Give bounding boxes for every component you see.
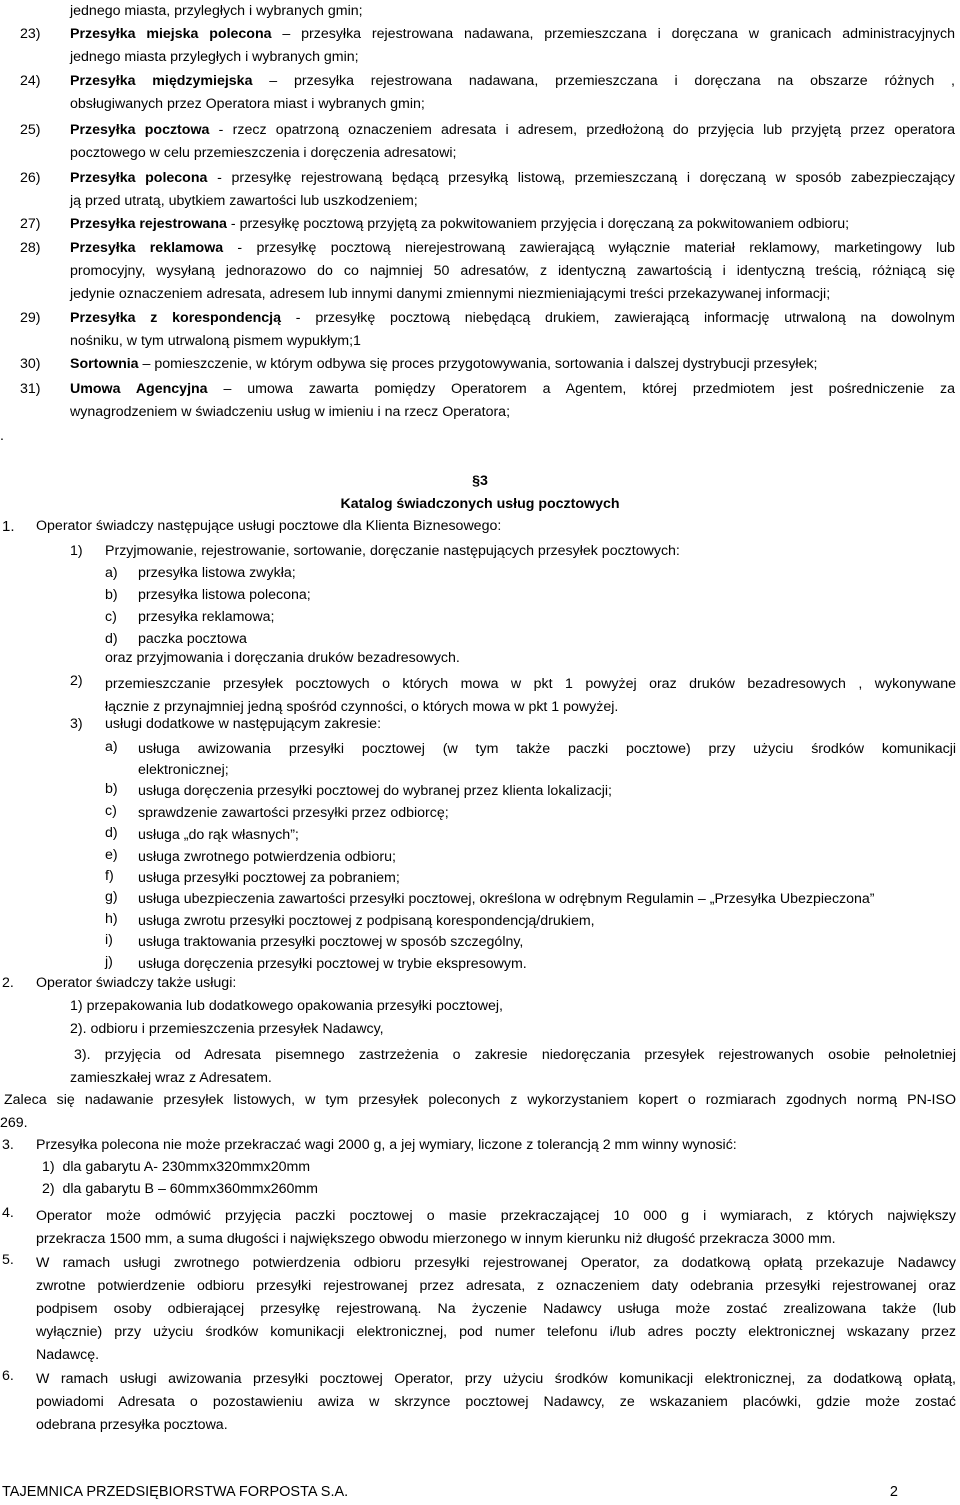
definition-number: 28) xyxy=(20,240,41,256)
p4-number: 4. xyxy=(2,1205,14,1221)
section-title: Katalog świadczonych usług pocztowych xyxy=(340,496,620,512)
definition-separator: - xyxy=(280,310,316,326)
p2-number: 2. xyxy=(2,975,14,991)
definition-term: Przesyłka miejska polecona xyxy=(70,26,272,42)
definition-term: Przesyłka pocztowa xyxy=(70,122,210,138)
p1-sub2-number: 2) xyxy=(70,673,83,689)
p1-sub3-number: 3) xyxy=(70,716,83,732)
p2-text: Operator świadczy także usługi: xyxy=(36,975,237,991)
definition-number: 26) xyxy=(20,170,41,186)
list-item: usługa doręczenia przesyłki pocztowej do wybranej przez klienta lokalizacji; xyxy=(138,783,612,799)
definition-text: pocztowego w celu przemieszczenia i doręczenia adresatowi; xyxy=(70,145,457,161)
p1-sub3-text: usługi dodatkowe w następującym zakresie: xyxy=(105,716,382,732)
list-item: usługa zwrotnego potwierdzenia odbioru; xyxy=(138,849,396,865)
definition-separator: - xyxy=(207,170,232,186)
definition-item xyxy=(20,70,955,116)
p3-item-1: 1) dla gabarytu A- 230mmx320mmx20mm xyxy=(42,1159,311,1175)
list-letter: j) xyxy=(105,954,113,970)
list-item: przesyłka reklamowa; xyxy=(138,609,275,625)
definition-term: Przesyłka z korespondencją xyxy=(70,310,281,326)
p5-number: 5. xyxy=(2,1252,14,1268)
definition-separator: - xyxy=(223,240,257,256)
definition-number: 27) xyxy=(20,216,41,232)
list-letter: b) xyxy=(105,781,118,797)
definition-separator: – xyxy=(271,26,302,42)
intro-tail: jednego miasta, przyległych i wybranych gmin; xyxy=(70,3,363,19)
p5-text: W ramach usługi zwrotnego potwierdzenia odbioru przesyłki rejestrowanej Operator, za dodatkową opłatą przekazuje Nadawcy zwrotne potwierdzenie odbioru przesyłki rejestrowanej przez adresata, z oznaczeniem daty odebrania przesyłki rejestrowanej oraz podpisem osoby odbierającej przesyłkę rejestrowaną. Na życzenie Nadawcy usługa może zostać zrealizowana także (lub wyłącznie) przy użyciu środków komunikacji elektronicznej, pod numer telefonu i/lub adres poczty elektronicznej wskazany przez Nadawcę. xyxy=(36,1255,956,1363)
definition-text: przesyłkę rejestrowaną będącą przesyłką listową, przemieszczaną i doręczaną w sposób zabezpieczający xyxy=(231,170,955,186)
footer-company: TAJEMNICA PRZEDSIĘBIORSTWA FORPOSTA S.A. xyxy=(2,1484,349,1500)
definition-text: obsługiwanych przez Operatora miast i wybranych gmin; xyxy=(70,96,425,112)
list-item: usługa zwrotu przesyłki pocztowej z podpisaną korespondencją/drukiem, xyxy=(138,913,595,929)
definition-text: przesyłkę pocztową nierejestrowaną zawierającą wyłącznie materiał reklamowy, marketingowy lub xyxy=(256,240,955,256)
p3-number: 3. xyxy=(2,1137,14,1153)
definition-number: 31) xyxy=(20,381,41,397)
list-item: usługa awizowania przesyłki pocztowej (w tym także paczki pocztowe) przy użyciu środków komunikacji elektronicznej; xyxy=(138,741,956,778)
definition-separator: – xyxy=(138,356,155,372)
definition-term: Sortownia xyxy=(70,356,139,372)
definition-term: Przesyłka rejestrowana xyxy=(70,216,227,232)
definition-number: 24) xyxy=(20,73,41,89)
definition-separator: - xyxy=(209,122,233,138)
definition-item xyxy=(20,213,955,236)
p1-number: 1. xyxy=(2,518,15,535)
list-item: usługa doręczenia przesyłki pocztowej w trybie ekspresowym. xyxy=(138,956,527,972)
definition-text: rzecz opatrzoną oznaczeniem adresata i adresem, przedłożoną do przyjęcia lub przyjętą przez operatora xyxy=(232,122,955,138)
definition-text: jednego miasta przyległych i wybranych gmin; xyxy=(70,49,359,65)
definition-term: Przesyłka reklamowa xyxy=(70,240,224,256)
definition-item xyxy=(20,307,955,353)
p3-text: Przesyłka polecona nie może przekraczać wagi 2000 g, a jej wymiary, liczone z tolerancją 2 mm winny wynosić: xyxy=(36,1137,737,1153)
list-item: usługa traktowania przesyłki pocztowej w sposób szczególny, xyxy=(138,934,524,950)
page-number: 2 xyxy=(889,1484,898,1500)
definition-text: przesyłkę pocztową niebędącą drukiem, zawierającą informację utrwaloną na dowolnym xyxy=(315,310,955,326)
stray-dot: . xyxy=(0,428,4,444)
definition-term: Przesyłka międzymiejska xyxy=(70,73,253,89)
list-item: przesyłka listowa polecona; xyxy=(138,587,311,603)
definition-term: Przesyłka polecona xyxy=(70,170,208,186)
list-letter: c) xyxy=(105,803,117,819)
list-letter: c) xyxy=(105,609,117,625)
definition-number: 30) xyxy=(20,356,41,372)
list-item: usługa „do rąk własnych”; xyxy=(138,827,299,843)
definition-number: 25) xyxy=(20,122,41,138)
p3-item-2: 2) dla gabarytu B – 60mmx360mmx260mm xyxy=(42,1181,319,1197)
definition-number: 29) xyxy=(20,310,41,326)
p1-text: Operator świadczy następujące usługi pocztowe dla Klienta Biznesowego: xyxy=(36,518,502,534)
list-letter: e) xyxy=(105,847,118,863)
p1-sub1-tail: oraz przyjmowania i doręczania druków bezadresowych. xyxy=(105,650,460,666)
definition-item xyxy=(20,23,955,69)
p2-item-2: 2). odbioru i przemieszczenia przesyłek Nadawcy, xyxy=(70,1021,384,1037)
list-letter: g) xyxy=(105,889,118,905)
definition-text: jedynie oznaczeniem adresata, adresem lub innymi danymi zmiennymi niezmieniającymi treści przekazywanej informacji; xyxy=(70,286,831,302)
definition-text: przesyłka rejestrowana nadawana, przemieszczana i doręczana w granicach administracyjnych xyxy=(301,26,955,42)
p1-sub2-text: przemieszczanie przesyłek pocztowych o których mowa w pkt 1 powyżej oraz druków bezadresowych , wykonywane łącznie z przynajmniej jedną spośród czynności, o których mowa w pkt 1 powyżej. xyxy=(105,676,956,715)
section-number: §3 xyxy=(472,473,488,489)
list-item: sprawdzenie zawartości przesyłki przez odbiorcę; xyxy=(138,805,449,821)
definition-text: nośniku, w tym utrwaloną pismem wypukłym;1 xyxy=(70,333,361,349)
list-item: przesyłka listowa zwykła; xyxy=(138,565,296,581)
definition-separator: - xyxy=(226,216,240,232)
list-letter: f) xyxy=(105,868,114,884)
definition-item xyxy=(20,353,955,376)
list-letter: b) xyxy=(105,587,118,603)
p2-item-1: 1) przepakowania lub dodatkowego opakowania przesyłki pocztowej, xyxy=(70,998,503,1014)
definition-term: Umowa Agencyjna xyxy=(70,381,208,397)
list-letter: a) xyxy=(105,739,118,755)
p6-number: 6. xyxy=(2,1368,14,1384)
definition-text: przesyłka rejestrowana nadawana, przemieszczana i doręczana na obszarze różnych , xyxy=(294,73,955,89)
list-letter: h) xyxy=(105,911,118,927)
definition-item xyxy=(20,119,955,165)
definition-separator: – xyxy=(252,73,295,89)
list-item: usługa przesyłki pocztowej za pobraniem; xyxy=(138,870,400,886)
p1-sub1-text: Przyjmowanie, rejestrowanie, sortowanie, doręczanie następujących przesyłek pocztowych: xyxy=(105,543,680,559)
definition-item xyxy=(20,237,955,306)
list-letter: d) xyxy=(105,631,118,647)
list-letter: d) xyxy=(105,825,118,841)
page-footer xyxy=(2,1484,898,1500)
p1-sub1-number: 1) xyxy=(70,543,83,559)
definition-text: przesyłkę pocztową przyjętą za pokwitowaniem przyjęcia i doręczaną za pokwitowaniem odbioru; xyxy=(239,216,850,232)
definition-item xyxy=(20,378,955,424)
list-letter: i) xyxy=(105,932,113,948)
p2-item-3: 3). przyjęcia od Adresata pisemnego zastrzeżenia o zakresie niedoręczania przesyłek rejestrowanych osobie pełnoletniej zamieszkałej wraz z Adresatem. xyxy=(70,1047,956,1086)
definition-text: wynagrodzeniem w świadczeniu usług w imieniu i na rzecz Operatora; xyxy=(70,404,511,420)
definition-text: ją przed utratą, ubytkiem zawartości lub uszkodzeniem; xyxy=(70,193,418,209)
definition-item xyxy=(20,167,955,213)
definition-text: promocyjny, wysyłaną jednorazowo do co najmniej 50 adresatów, z identyczną zawartością i identyczną treścią, różniącą się xyxy=(70,263,955,279)
definition-separator: – xyxy=(207,381,248,397)
definition-text: pomieszczenie, w którym odbywa się proces przygotowywania, sortowania i dalszej dystrybucji przesyłek; xyxy=(154,356,818,372)
p4-text: Operator może odmówić przyjęcia paczki pocztowej o masie przekraczającej 10 000 g i wymiarach, z których największy przekracza 1500 mm, a suma długości i największego obwodu mierzonego w innym kierunku niż długość przekracza 3000 mm. xyxy=(36,1208,956,1247)
p2-note: Zaleca się nadawanie przesyłek listowych, w tym przesyłek poleconych z wykorzystaniem kopert o rozmiarach zgodnych normą PN-ISO 269. xyxy=(0,1092,956,1131)
list-letter: a) xyxy=(105,565,118,581)
list-item: paczka pocztowa xyxy=(138,631,247,647)
definition-number: 23) xyxy=(20,26,41,42)
definition-text: umowa zawarta pomiędzy Operatorem a Agentem, której przedmiotem jest pośredniczenie za xyxy=(247,381,955,397)
list-item: usługa ubezpieczenia zawartości przesyłki pocztowej, określona w odrębnym Regulamin – „Przesyłka Ubezpieczona” xyxy=(138,891,875,907)
p6-text: W ramach usługi awizowania przesyłki pocztowej Operator, przy użyciu środków komunikacji elektronicznej, za dodatkową opłatą, powiadomi Adresata o pozostawieniu awiza w skrzynce pocztowej Nadawcy, ze wskazaniem placówki, gdzie może zostać odebrana przesyłka pocztowa. xyxy=(36,1371,956,1433)
